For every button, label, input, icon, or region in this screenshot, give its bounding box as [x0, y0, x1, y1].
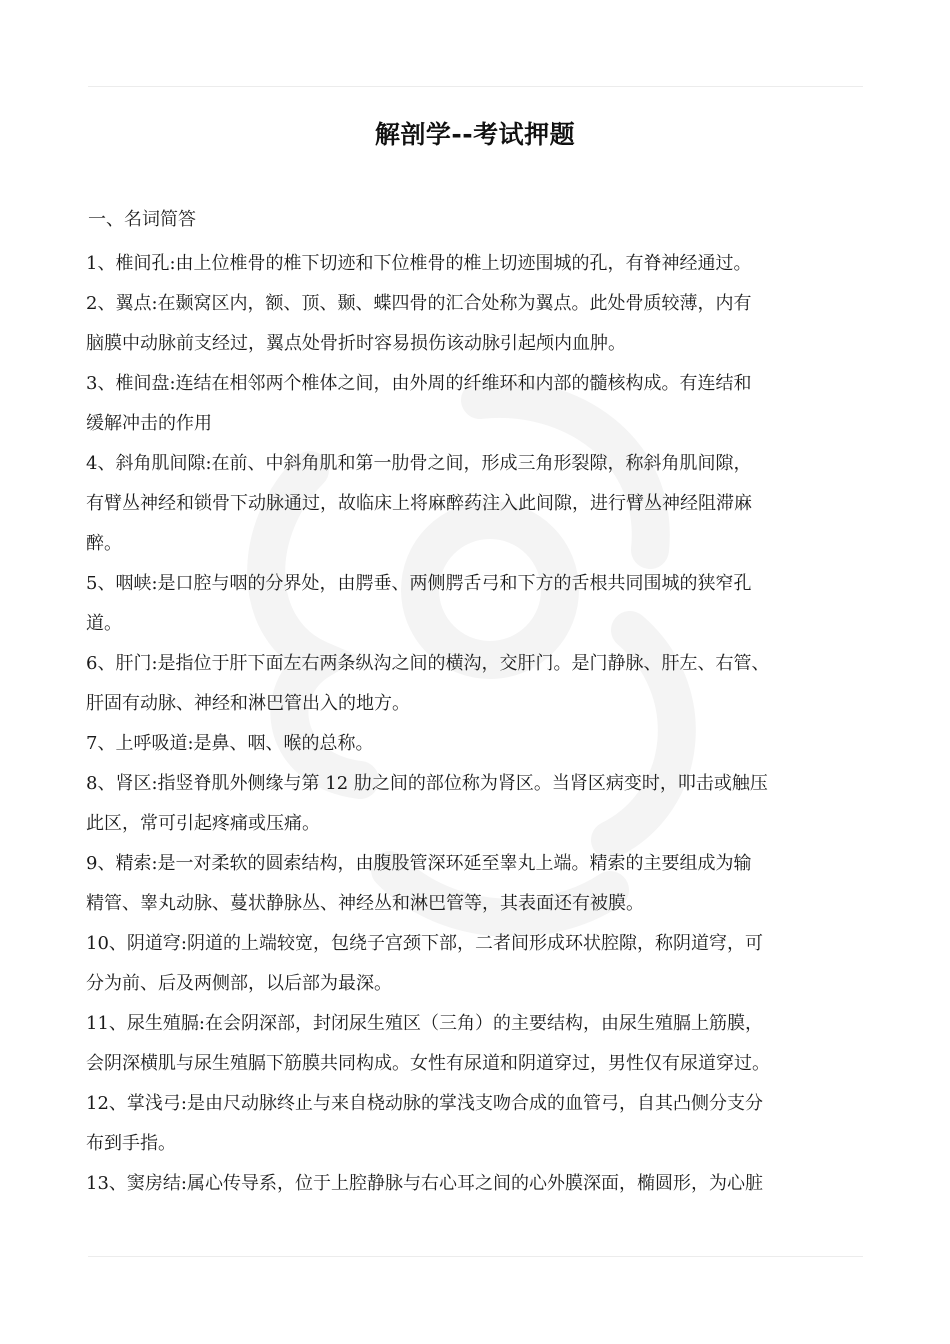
text-line: 醉。	[86, 533, 122, 554]
text-line: 5、咽峡:是口腔与咽的分界处，由腭垂、两侧腭舌弓和下方的舌根共同围城的狭窄孔	[86, 573, 752, 594]
page-title: 解剖学--考试押题	[374, 120, 576, 149]
text-line: 肝固有动脉、神经和淋巴管出入的地方。	[86, 693, 410, 714]
text-line: 道。	[86, 613, 122, 634]
text-line: 7、上呼吸道:是鼻、咽、喉的总称。	[86, 733, 374, 754]
text-line: 13、窦房结:属心传导系，位于上腔静脉与右心耳之间的心外膜深面，椭圆形，为心脏	[86, 1173, 763, 1194]
text-line: 有臂丛神经和锁骨下动脉通过，故临床上将麻醉药注入此间隙，进行臂丛神经阻滞麻	[86, 493, 752, 514]
text-line: 布到手指。	[86, 1133, 176, 1154]
text-line: 3、椎间盘:连结在相邻两个椎体之间，由外周的纤维环和内部的髓核构成。有连结和	[86, 373, 752, 394]
text-line: 1、椎间孔:由上位椎骨的椎下切迹和下位椎骨的椎上切迹围城的孔，有脊神经通过。	[86, 253, 752, 274]
text-line: 精管、睾丸动脉、蔓状静脉丛、神经丛和淋巴管等，其表面还有被膜。	[86, 893, 644, 914]
header-rule	[88, 86, 863, 87]
text-line: 6、肝门:是指位于肝下面左右两条纵沟之间的横沟，交肝门。是门静脉、肝左、右管、	[86, 653, 770, 674]
text-line: 缓解冲击的作用	[86, 413, 212, 434]
text-line: 10、阴道穹:阴道的上端较宽，包绕子宫颈下部，二者间形成环状腔隙，称阴道穹，可	[86, 933, 763, 954]
text-line: 12、掌浅弓:是由尺动脉终止与来自桡动脉的掌浅支吻合成的血管弓，自其凸侧分支分	[86, 1093, 763, 1114]
text-line: 8、肾区:指竖脊肌外侧缘与第 12 肋之间的部位称为肾区。当肾区病变时，叩击或触压	[86, 773, 768, 794]
text-line: 2、翼点:在颞窝区内，额、顶、颞、蝶四骨的汇合处称为翼点。此处骨质较薄，内有	[86, 293, 752, 314]
footer-rule	[88, 1256, 863, 1257]
text-line: 11、尿生殖膈:在会阴深部，封闭尿生殖区（三角）的主要结构，由尿生殖膈上筋膜，	[86, 1013, 763, 1034]
text-line: 会阴深横肌与尿生殖膈下筋膜共同构成。女性有尿道和阴道穿过，男性仅有尿道穿过。	[86, 1053, 770, 1074]
text-line: 此区，常可引起疼痛或压痛。	[86, 813, 320, 834]
text-line: 分为前、后及两侧部，以后部为最深。	[86, 973, 392, 994]
text-line: 脑膜中动脉前支经过，翼点处骨折时容易损伤该动脉引起颅内血肿。	[86, 333, 626, 354]
text-line: 4、斜角肌间隙:在前、中斜角肌和第一肋骨之间，形成三角形裂隙，称斜角肌间隙，	[86, 453, 752, 474]
section-heading: 一、名词简答	[88, 209, 196, 230]
text-line: 9、精索:是一对柔软的圆索结构，由腹股管深环延至睾丸上端。精索的主要组成为输	[86, 853, 752, 874]
